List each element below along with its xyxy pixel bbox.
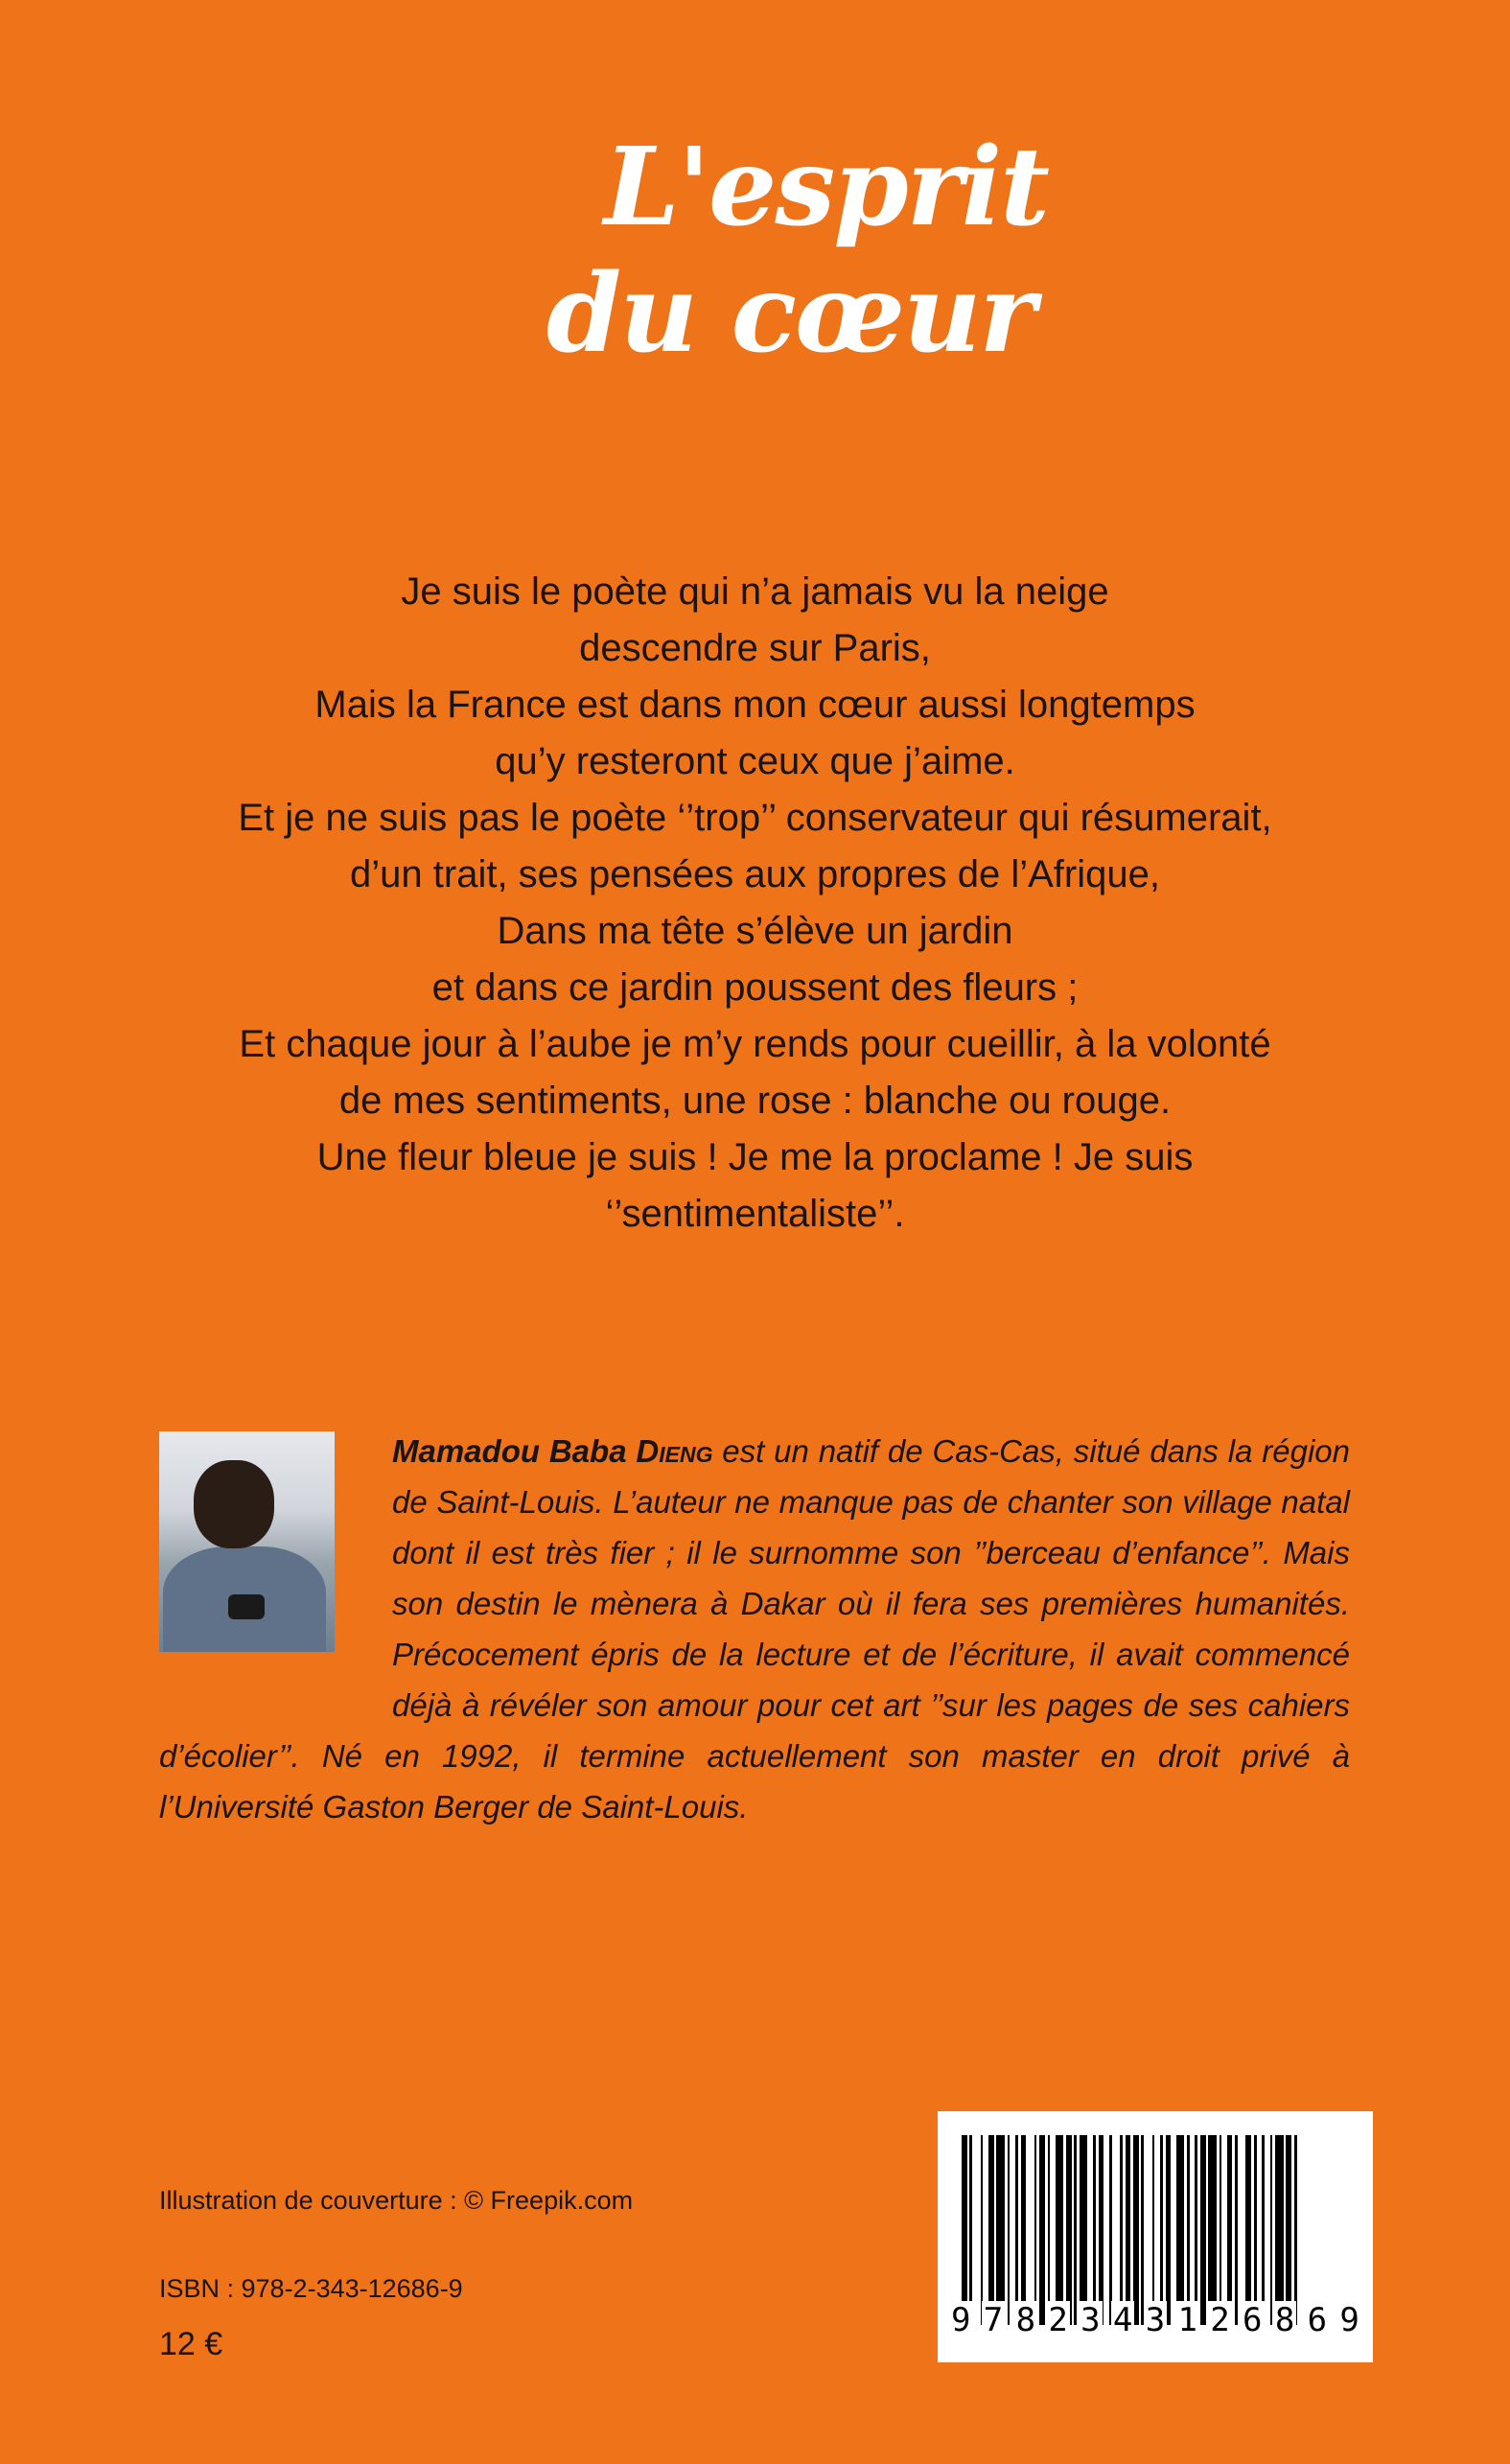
barcode-space xyxy=(972,2135,980,2325)
poem-line: ‘’sentimentaliste’’. xyxy=(605,1193,905,1235)
poem-line: Mais la France est dans mon cœur aussi longtemps xyxy=(314,684,1196,726)
book-title xyxy=(518,125,1055,412)
barcode-space xyxy=(1144,2135,1151,2325)
barcode-digit: 3 xyxy=(1144,2301,1167,2349)
author-bio xyxy=(159,1426,1350,1832)
barcode-digit: 9 xyxy=(1337,2301,1360,2349)
barcode-space xyxy=(1297,2135,1303,2325)
poem-line: d’un trait, ses pensées aux propres de l’Afrique, xyxy=(350,853,1160,895)
barcode-space xyxy=(1112,2135,1120,2325)
poem-line: Une fleur bleue je suis ! Je me la proclame ! Je suis xyxy=(316,1136,1194,1178)
book-title-line1: L'esprit xyxy=(604,125,1048,250)
barcode-bars xyxy=(962,2135,1349,2325)
barcode-space xyxy=(1026,2135,1034,2325)
barcode-bar xyxy=(1176,2135,1184,2325)
poem-line: Et je ne suis pas le poète ‘’trop’’ conservateur qui résumerait, xyxy=(238,797,1272,839)
barcode-bar xyxy=(996,2135,1004,2325)
price: 12 € xyxy=(159,2326,223,2362)
barcode xyxy=(938,2111,1373,2362)
poem-line: Et chaque jour à l’aube je m’y rends pour cueillir, à la volonté xyxy=(239,1023,1271,1065)
barcode-digit: 1 xyxy=(1175,2301,1198,2349)
illustration-credit: Illustration de couverture : © Freepik.com xyxy=(159,2186,634,2215)
author-first-name: Mamadou Baba xyxy=(392,1433,637,1469)
poem-line: de mes sentiments, une rose : blanche ou rouge. xyxy=(338,1080,1172,1122)
barcode-number xyxy=(949,2301,1361,2349)
barcode-bar xyxy=(1080,2135,1087,2325)
book-title-line2: du cœur xyxy=(546,251,1034,377)
poem-line: qu’y resteront ceux que j’aime. xyxy=(495,740,1015,782)
barcode-digit: 3 xyxy=(1079,2301,1102,2349)
barcode-space xyxy=(1238,2135,1245,2325)
barcode-bar xyxy=(1208,2135,1216,2325)
poem-line: descendre sur Paris, xyxy=(579,627,931,669)
barcode-digit: 6 xyxy=(1306,2301,1329,2349)
poem-line: et dans ce jardin poussent des fleurs ; xyxy=(431,966,1079,1009)
poem-line: Je suis le poète qui n’a jamais vu la neige xyxy=(401,570,1109,613)
barcode-bar xyxy=(1275,2135,1283,2325)
poem-excerpt xyxy=(96,564,1414,1243)
poem-line: Dans ma tête s’élève un jardin xyxy=(497,910,1013,952)
barcode-digit: 2 xyxy=(1046,2301,1069,2349)
barcode-digit: 6 xyxy=(1241,2301,1264,2349)
barcode-digit: 2 xyxy=(1208,2301,1231,2349)
author-surname: Dieng xyxy=(636,1433,713,1469)
barcode-digit: 4 xyxy=(1111,2301,1134,2349)
barcode-digit: 8 xyxy=(1014,2301,1037,2349)
author-bio-text: est un natif de Cas-Cas, situé dans la région de Saint-Louis. L’auteur ne manque pas de chanter son village natal dont il est très fier ; il le surnomme son ’’berceau d’enfance’’. Mais son destin le mènera à Dakar où il fera ses premières humanités. Précocement épris de la lecture et de l’écriture, il avait commencé déjà à révéler son amour pour cet art ’’sur les pages de ses cahiers d’écolier’’. Né en 1992, il termine actuellement son master en droit privé à l’Université Gaston Berger de Saint-Louis. xyxy=(159,1433,1350,1825)
barcode-digit: 8 xyxy=(1273,2301,1296,2349)
barcode-digit: 9 xyxy=(949,2301,972,2349)
barcode-digit: 7 xyxy=(982,2301,1005,2349)
isbn: ISBN : 978-2-343-12686-9 xyxy=(159,2274,463,2303)
barcode-bar xyxy=(1056,2135,1063,2325)
